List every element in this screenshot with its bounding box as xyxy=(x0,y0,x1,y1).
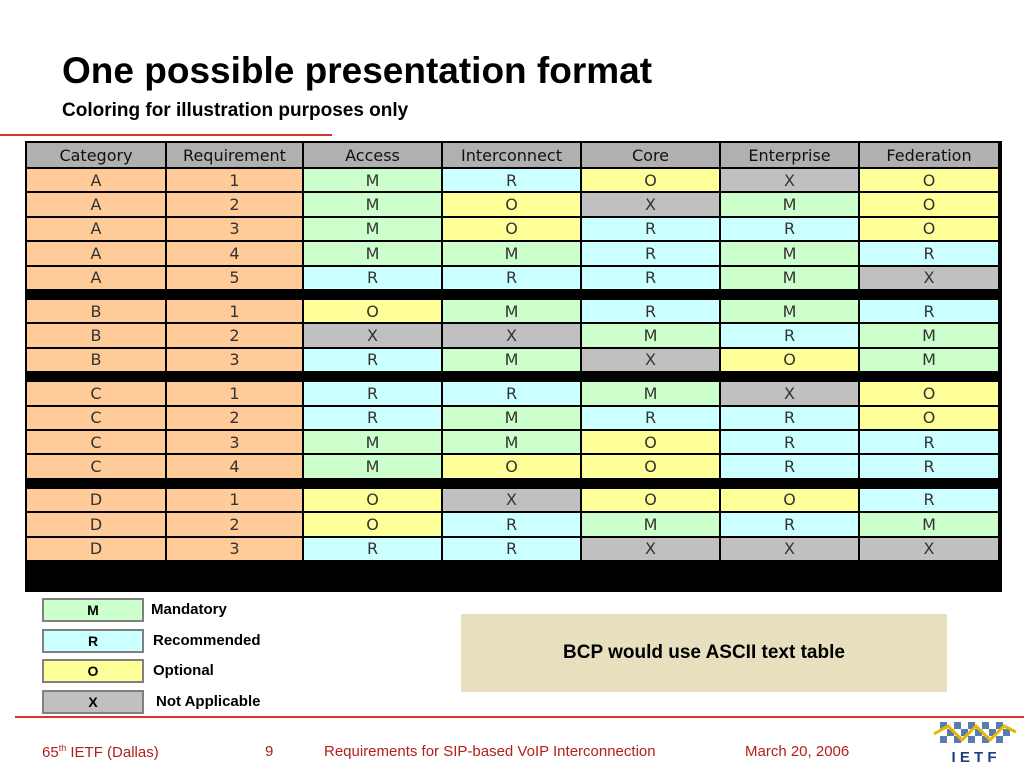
footer-page-number: 9 xyxy=(265,743,274,760)
interconnect-cell: M xyxy=(443,431,580,453)
footer-meeting-text: IETF (Dallas) xyxy=(66,744,159,761)
requirement-cell: 1 xyxy=(167,382,302,404)
federation-cell: X xyxy=(860,538,998,560)
interconnect-cell: M xyxy=(443,407,580,429)
enterprise-cell: M xyxy=(721,242,858,264)
ietf-logo-text: I E T F xyxy=(951,749,997,766)
category-cell: A xyxy=(27,267,165,289)
access-cell: M xyxy=(304,193,441,215)
legend-label-optional: Optional xyxy=(153,662,214,679)
ietf-logo xyxy=(930,718,1020,766)
federation-cell: O xyxy=(860,218,998,240)
interconnect-cell: O xyxy=(443,193,580,215)
interconnect-cell: R xyxy=(443,538,580,560)
slide-title: One possible presentation format xyxy=(62,50,653,91)
access-cell: M xyxy=(304,169,441,191)
federation-cell: X xyxy=(860,267,998,289)
requirement-cell: 2 xyxy=(167,324,302,346)
core-cell: O xyxy=(582,431,719,453)
header-enterprise: Enterprise xyxy=(721,143,858,167)
federation-cell: R xyxy=(860,431,998,453)
interconnect-cell: M xyxy=(443,242,580,264)
federation-cell: M xyxy=(860,513,998,535)
enterprise-cell: M xyxy=(721,193,858,215)
category-cell: C xyxy=(27,431,165,453)
access-cell: R xyxy=(304,349,441,371)
core-cell: M xyxy=(582,324,719,346)
interconnect-cell: M xyxy=(443,300,580,322)
federation-cell: O xyxy=(860,169,998,191)
interconnect-cell: R xyxy=(443,382,580,404)
requirement-cell: 1 xyxy=(167,169,302,191)
federation-cell: M xyxy=(860,324,998,346)
category-cell: C xyxy=(27,455,165,477)
core-cell: R xyxy=(582,267,719,289)
requirement-cell: 3 xyxy=(167,218,302,240)
requirement-cell: 5 xyxy=(167,267,302,289)
enterprise-cell: R xyxy=(721,431,858,453)
core-cell: R xyxy=(582,300,719,322)
enterprise-cell: R xyxy=(721,218,858,240)
category-cell: C xyxy=(27,382,165,404)
core-cell: O xyxy=(582,489,719,511)
access-cell: O xyxy=(304,300,441,322)
category-cell: B xyxy=(27,300,165,322)
enterprise-cell: O xyxy=(721,489,858,511)
core-cell: M xyxy=(582,513,719,535)
core-cell: X xyxy=(582,538,719,560)
footer-meeting-suffix: th xyxy=(58,743,67,753)
legend-swatch-recommended: R xyxy=(42,629,144,653)
requirement-cell: 2 xyxy=(167,193,302,215)
interconnect-cell: R xyxy=(443,169,580,191)
enterprise-cell: X xyxy=(721,382,858,404)
federation-cell: R xyxy=(860,300,998,322)
federation-cell: O xyxy=(860,407,998,429)
category-cell: D xyxy=(27,538,165,560)
header-federation: Federation xyxy=(860,143,998,167)
access-cell: O xyxy=(304,489,441,511)
footer-divider xyxy=(15,716,1024,718)
title-divider xyxy=(0,134,332,136)
access-cell: R xyxy=(304,538,441,560)
enterprise-cell: X xyxy=(721,538,858,560)
enterprise-cell: R xyxy=(721,324,858,346)
enterprise-cell: R xyxy=(721,455,858,477)
requirement-cell: 2 xyxy=(167,513,302,535)
interconnect-cell: O xyxy=(443,455,580,477)
ietf-logo-mark xyxy=(930,718,1020,766)
requirement-cell: 1 xyxy=(167,300,302,322)
federation-cell: R xyxy=(860,489,998,511)
enterprise-cell: X xyxy=(721,169,858,191)
federation-cell: R xyxy=(860,455,998,477)
category-cell: C xyxy=(27,407,165,429)
access-cell: M xyxy=(304,218,441,240)
header-core: Core xyxy=(582,143,719,167)
federation-cell: R xyxy=(860,242,998,264)
enterprise-cell: R xyxy=(721,513,858,535)
access-cell: R xyxy=(304,267,441,289)
category-cell: B xyxy=(27,324,165,346)
core-cell: R xyxy=(582,218,719,240)
federation-cell: M xyxy=(860,349,998,371)
core-cell: O xyxy=(582,169,719,191)
category-cell: A xyxy=(27,242,165,264)
requirement-cell: 3 xyxy=(167,431,302,453)
requirement-cell: 1 xyxy=(167,489,302,511)
federation-cell: O xyxy=(860,193,998,215)
interconnect-cell: O xyxy=(443,218,580,240)
core-cell: R xyxy=(582,242,719,264)
requirement-cell: 4 xyxy=(167,242,302,264)
header-interconnect: Interconnect xyxy=(443,143,580,167)
core-cell: R xyxy=(582,407,719,429)
slide-subtitle: Coloring for illustration purposes only xyxy=(62,100,409,121)
requirement-cell: 4 xyxy=(167,455,302,477)
access-cell: R xyxy=(304,407,441,429)
enterprise-cell: O xyxy=(721,349,858,371)
interconnect-cell: R xyxy=(443,513,580,535)
core-cell: M xyxy=(582,382,719,404)
access-cell: M xyxy=(304,242,441,264)
requirement-cell: 2 xyxy=(167,407,302,429)
enterprise-cell: M xyxy=(721,267,858,289)
access-cell: M xyxy=(304,431,441,453)
enterprise-cell: R xyxy=(721,407,858,429)
footer-document-title: Requirements for SIP-based VoIP Interconnection xyxy=(324,743,656,760)
legend-label-mandatory: Mandatory xyxy=(151,601,227,618)
category-cell: D xyxy=(27,513,165,535)
legend-label-recommended: Recommended xyxy=(153,632,261,649)
legend-swatch-optional: O xyxy=(42,659,144,683)
header-category: Category xyxy=(27,143,165,167)
interconnect-cell: R xyxy=(443,267,580,289)
access-cell: M xyxy=(304,455,441,477)
legend-swatch-mandatory: M xyxy=(42,598,144,622)
core-cell: X xyxy=(582,349,719,371)
requirement-cell: 3 xyxy=(167,349,302,371)
category-cell: A xyxy=(27,193,165,215)
enterprise-cell: M xyxy=(721,300,858,322)
category-cell: A xyxy=(27,169,165,191)
federation-cell: O xyxy=(860,382,998,404)
requirement-cell: 3 xyxy=(167,538,302,560)
interconnect-cell: M xyxy=(443,349,580,371)
bcp-note-box: BCP would use ASCII text table xyxy=(461,614,947,692)
legend-swatch-not-applicable: X xyxy=(42,690,144,714)
interconnect-cell: X xyxy=(443,489,580,511)
category-cell: D xyxy=(27,489,165,511)
legend-label-not-applicable: Not Applicable xyxy=(156,693,261,710)
core-cell: O xyxy=(582,455,719,477)
footer-meeting xyxy=(42,743,159,761)
footer-date: March 20, 2006 xyxy=(745,743,850,760)
access-cell: R xyxy=(304,382,441,404)
category-cell: B xyxy=(27,349,165,371)
category-cell: A xyxy=(27,218,165,240)
interconnect-cell: X xyxy=(443,324,580,346)
header-access: Access xyxy=(304,143,441,167)
header-requirement: Requirement xyxy=(167,143,302,167)
core-cell: X xyxy=(582,193,719,215)
requirements-table xyxy=(25,141,1002,592)
access-cell: O xyxy=(304,513,441,535)
access-cell: X xyxy=(304,324,441,346)
footer-meeting-number: 65 xyxy=(42,744,59,761)
